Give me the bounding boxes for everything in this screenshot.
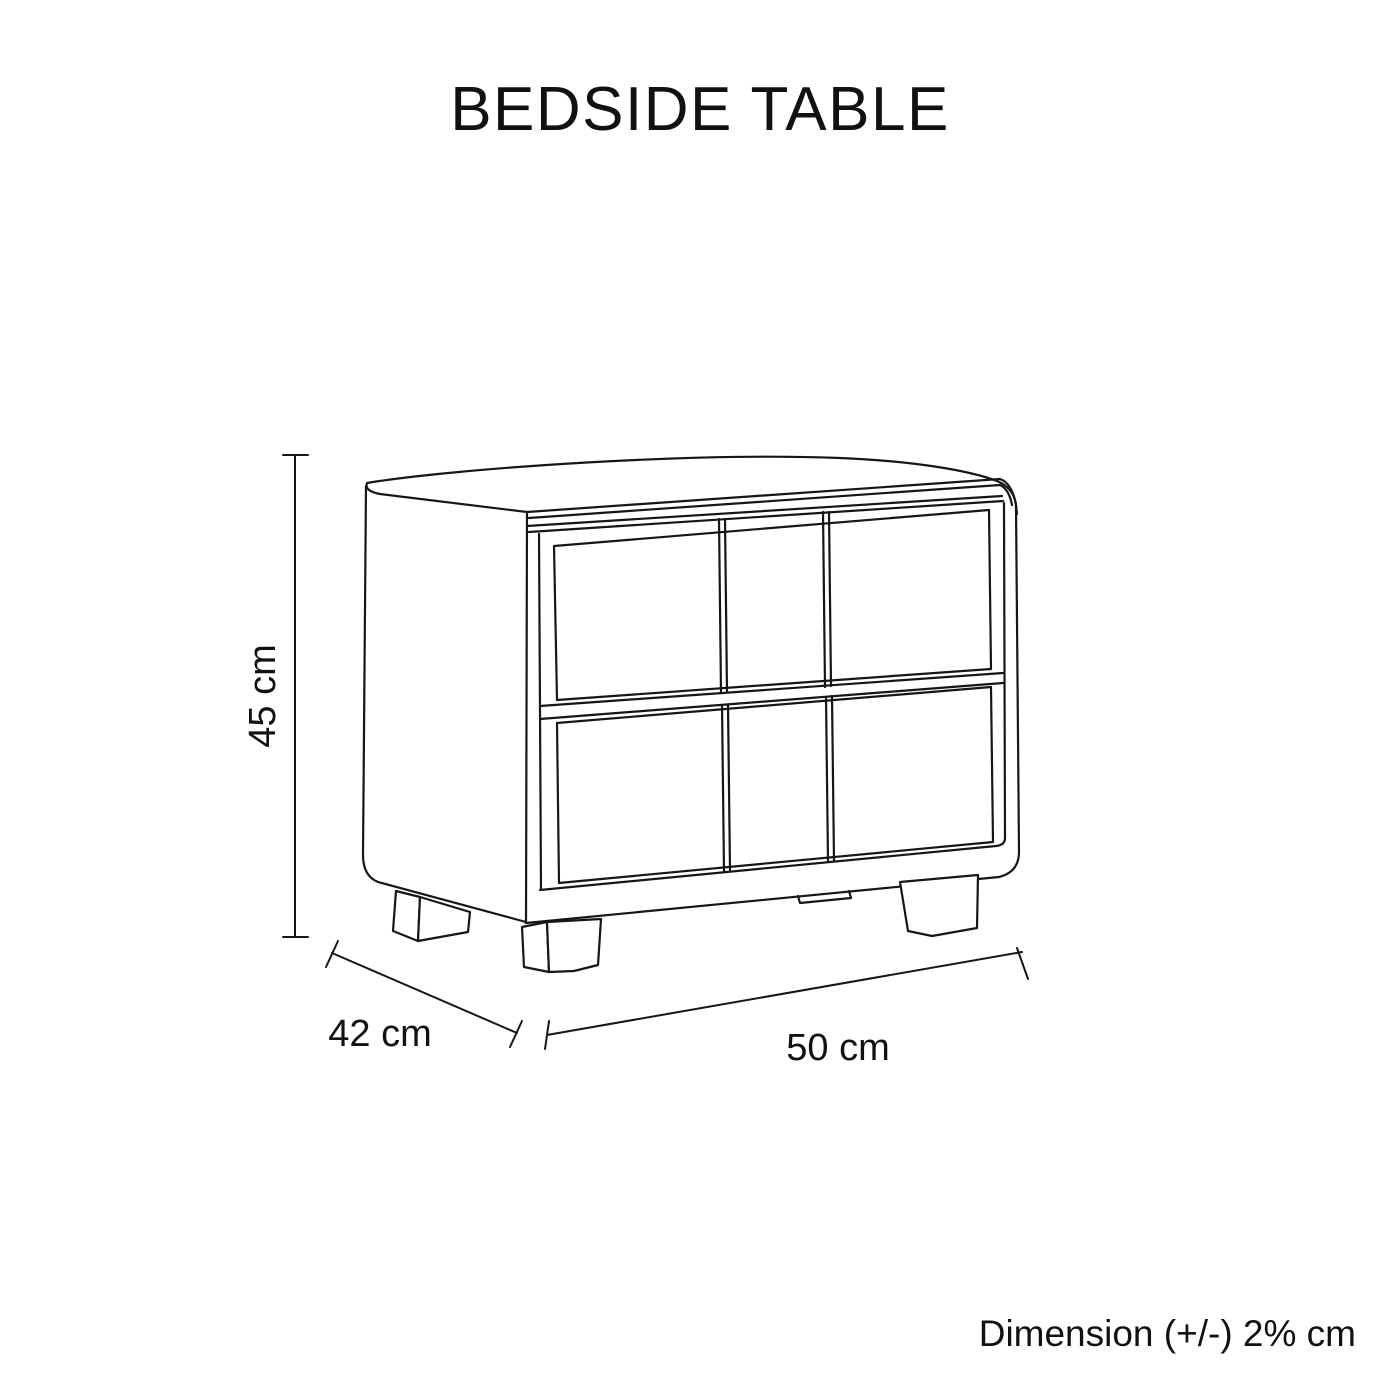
- height-dimension-label: 45 cm: [242, 644, 284, 748]
- width-dimension: [545, 948, 1028, 1069]
- height-dimension: [242, 455, 308, 937]
- upper-drawer-divider-left: [719, 519, 727, 693]
- lower-drawer-divider-right: [826, 696, 834, 862]
- depth-dimension-label: 42 cm: [328, 1013, 432, 1055]
- upper-drawer-panel: [554, 510, 991, 700]
- bedside-table-drawing: [363, 457, 1019, 972]
- lower-drawer-divider-left: [722, 705, 730, 871]
- front-frame-left-inner: [539, 534, 541, 889]
- depth-dimension: [326, 941, 522, 1055]
- upper-drawer-divider-right: [823, 512, 831, 687]
- width-dimension-label: 50 cm: [786, 1027, 890, 1069]
- left-side-panel: [363, 486, 526, 922]
- tolerance-note: Dimension (+/-) 2% cm: [978, 1313, 1356, 1354]
- leg-front-right: [900, 875, 978, 936]
- leg-back-left: [393, 891, 470, 941]
- front-left-edge: [526, 512, 527, 923]
- leg-front-left: [522, 919, 601, 972]
- page-title: BEDSIDE TABLE: [450, 75, 950, 144]
